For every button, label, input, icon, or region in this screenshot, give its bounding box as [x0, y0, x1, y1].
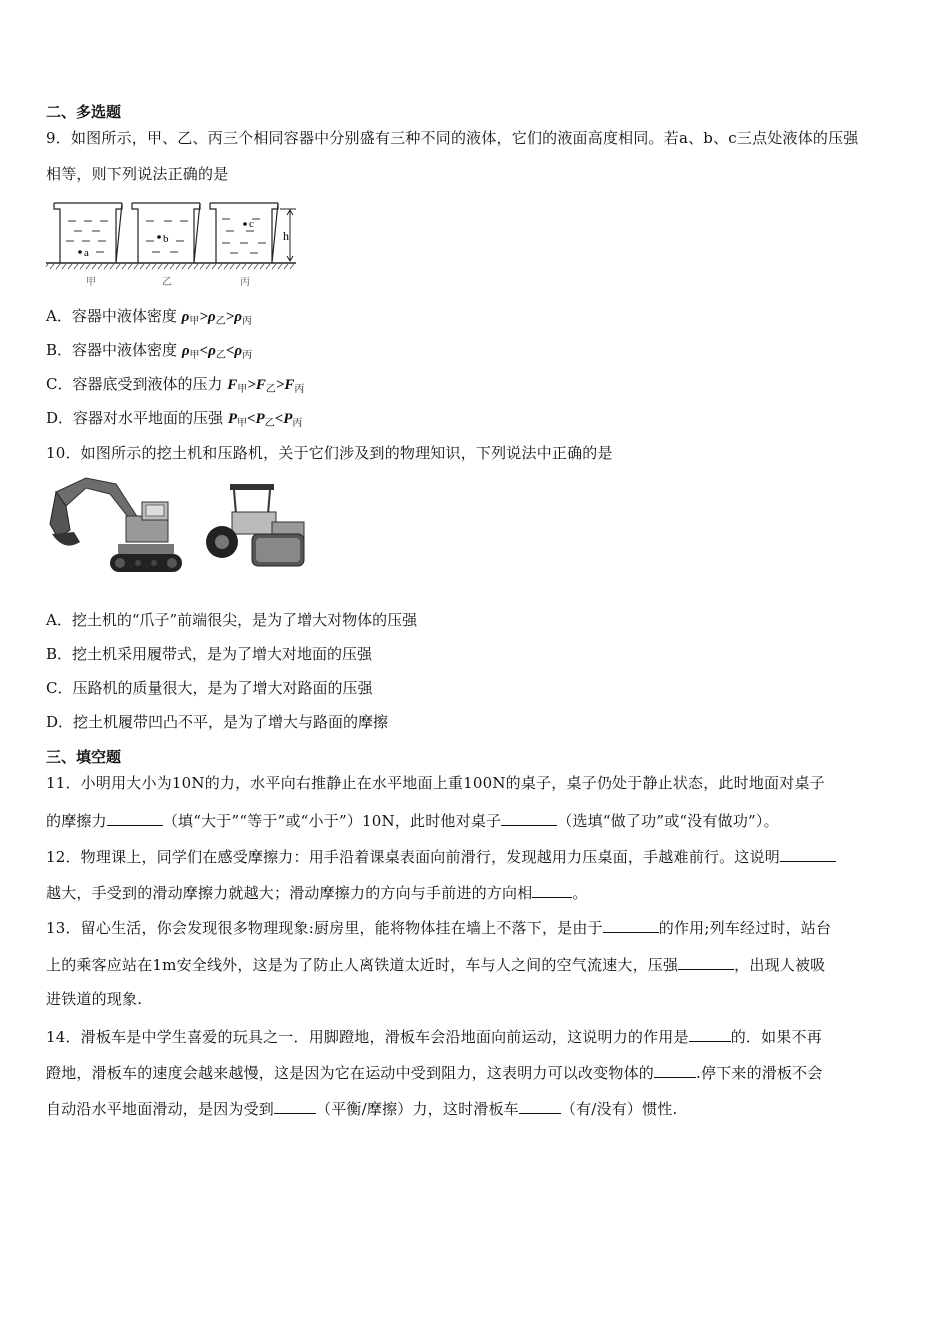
q14-blank-2[interactable]	[654, 1061, 696, 1078]
section-title-multiple-choice: 二、多选题	[46, 103, 122, 121]
q9-option-c: C．容器底受到液体的压力 $F_甲>F_乙>F_丙$	[46, 375, 305, 395]
q10-machines-figure	[46, 472, 326, 582]
q14-blank-4[interactable]	[519, 1097, 561, 1114]
q9-option-a: A．容器中液体密度 $\rho_甲>\rho_乙>\rho_丙$	[46, 307, 252, 327]
q11-blank-1[interactable]	[107, 809, 163, 826]
q11-blank-2[interactable]	[501, 809, 557, 826]
q14-blank-1[interactable]	[689, 1025, 731, 1042]
q12-line2: 越大，手受到的滑动摩擦力就越大；滑动摩擦力的方向与手前进的方向相 。	[46, 881, 588, 903]
q10-option-c: C．压路机的质量很大，是为了增大对路面的压强	[46, 679, 373, 697]
q9-containers-figure	[46, 195, 306, 290]
container-label-bing: 丙	[240, 277, 250, 288]
point-b-label: b	[163, 233, 169, 245]
q13-line1: 13．留心生活，你会发现很多物理现象:厨房里，能将物体挂在墙上不落下，是由于 的作用;列车经过时，站台	[46, 916, 831, 938]
q14-line2: 蹬地，滑板车的速度会越来越慢，这是因为它在运动中受到阻力，这表明力可以改变物体的 .停下来的滑板不会	[46, 1061, 823, 1083]
q13-blank-1[interactable]	[603, 916, 659, 933]
q10-stem: 10．如图所示的挖土机和压路机，关于它们涉及到的物理知识，下列说法中正确的是	[46, 444, 613, 462]
q10-option-b: B．挖土机采用履带式，是为了增大对地面的压强	[46, 645, 373, 663]
ground-hatch	[46, 264, 294, 269]
q10-option-d: D．挖土机履带凹凸不平，是为了增大与路面的摩擦	[46, 713, 389, 731]
q13-line3: 进铁道的现象.	[46, 990, 143, 1008]
q12-blank-2[interactable]	[532, 881, 572, 898]
q10-option-a: A．挖土机的“爪子”前端很尖，是为了增大对物体的压强	[46, 611, 418, 629]
point-a-label: a	[84, 247, 89, 259]
container-label-jia: 甲	[86, 277, 96, 288]
q14-line1: 14．滑板车是中学生喜爱的玩具之一．用脚蹬地，滑板车会沿地面向前运动，这说明力的作用是 的．如果不再	[46, 1025, 822, 1047]
q9-option-b: B．容器中液体密度 $\rho_甲<\rho_乙<\rho_丙$	[46, 341, 253, 361]
container-bing	[210, 203, 278, 263]
point-b-dot	[157, 235, 161, 239]
q9-stem-line1: 9．如图所示，甲、乙、丙三个相同容器中分别盛有三种不同的液体，它们的液面高度相同。若a、b、c三点处液体的压强	[46, 129, 859, 147]
q12-line1: 12．物理课上，同学们在感受摩擦力：用手沿着课桌表面向前滑行，发现越用力压桌面，手越难前行。这说明	[46, 845, 836, 867]
point-a-dot	[78, 250, 82, 254]
q13-blank-2[interactable]	[678, 953, 734, 970]
section-title-fill-in: 三、填空题	[46, 748, 122, 766]
road-roller-illustration	[206, 484, 304, 566]
q11-line1: 11．小明用大小为10N的力，水平向右推静止在水平地面上重100N的桌子，桌子仍处于静止状态，此时地面对桌子	[46, 774, 825, 792]
height-label: h	[283, 229, 289, 243]
container-label-yi: 乙	[162, 277, 172, 288]
point-c-dot	[243, 222, 247, 226]
q9-option-d: D．容器对水平地面的压强 $P_甲<P_乙<P_丙$	[46, 409, 303, 429]
q11-line2: 的摩擦力 （填“大于”“等于”或“小于”）10N，此时他对桌子 （选填“做了功”或“没有做功”）。	[46, 809, 779, 831]
q12-blank-1[interactable]	[780, 845, 836, 862]
q13-line2: 上的乘客应站在1m安全线外，这是为了防止人离铁道太近时，车与人之间的空气流速大，压强 ，出现人被吸	[46, 953, 825, 975]
q14-line3: 自动沿水平地面滑动，是因为受到 （平衡/摩擦）力，这时滑板车 （有/没有）惯性.	[46, 1097, 678, 1119]
point-c-label: c	[249, 218, 254, 230]
q14-blank-3[interactable]	[274, 1097, 316, 1114]
excavator-illustration	[50, 478, 182, 572]
q9-stem-line2: 相等，则下列说法正确的是	[46, 165, 229, 183]
